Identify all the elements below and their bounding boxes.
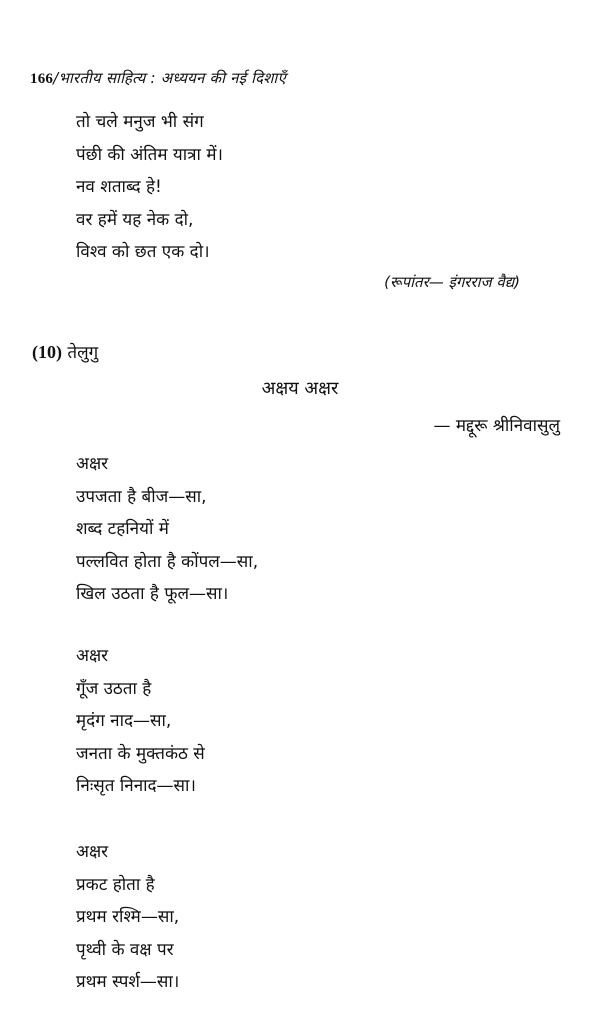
poem-line: प्रथम स्पर्श—सा। [76,972,180,992]
poem-line: मृदंग नाद—सा, [76,711,172,731]
section-heading [32,340,98,363]
poem-line: नव शताब्द हे! [76,177,162,197]
poem-line: पल्लवित होता है कोंपल—सा, [76,551,259,572]
poem-line: तो चले मनुज भी संग [76,112,204,132]
running-title: भारतीय साहित्य : अध्ययन की नई दिशाएँ [58,69,287,87]
poem-line: विश्व को छत एक दो। [76,242,210,262]
page-header [30,68,286,88]
page-number: 166 [30,71,54,87]
poem-line: प्रथम रश्मि—सा, [76,907,180,927]
section-number: (10) [32,342,62,362]
poem-line: पंछी की अंतिम यात्रा में। [76,144,223,165]
poem-author: — मद्दूरू श्रीनिवासुलु [433,416,560,436]
stanza-1 [76,448,258,611]
poem-line: पृथ्वी के वक्ष पर [76,939,174,960]
poem-line: जनता के मुक्तकंठ से [76,743,205,764]
stanza-3 [76,836,179,999]
poem-line: अक्षर [76,454,109,474]
header-separator: / [53,69,59,87]
poem-line: खिल उठता है फूल—सा। [76,584,229,604]
poem-line: अक्षर [76,842,109,862]
poem-line: अक्षर [76,646,109,666]
poem-line: गूँज उठता है [76,678,152,699]
poem-title: अक्षय अक्षर [261,378,339,399]
section-language: तेलुगु [67,343,99,363]
stanza-continued [76,106,223,269]
translator-attribution: (रूपांतर— इंगरराज वैद्य) [384,273,520,291]
poem-line: प्रकट होता है [76,874,155,895]
poem-line: शब्द टहनियों में [76,519,169,539]
stanza-2 [76,640,205,803]
poem-line: उपजता है बीज—सा, [76,486,207,507]
poem-line: वर हमें यह नेक दो, [76,209,194,230]
poem-line: निःसृत निनाद—सा। [76,776,196,796]
